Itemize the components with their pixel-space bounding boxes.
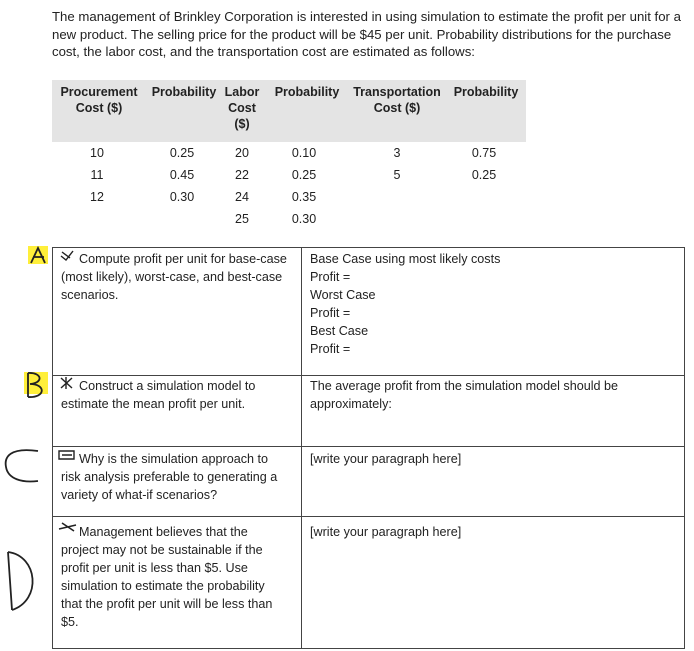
question-text: Compute profit per unit for base-case (most likely), worst-case, and best-case scenarios. xyxy=(61,252,287,302)
table-cell: 20 xyxy=(235,146,249,160)
row-divider xyxy=(53,516,684,517)
question-answer-grid xyxy=(52,247,685,649)
header-labor-cost: Labor Cost ($) xyxy=(224,85,260,131)
header-procurement-cost: Procurement Cost ($) xyxy=(60,85,138,115)
question-text: Management believes that the project may not be sustainable if the profit per unit is less than $5. Use simulation to estimate the probability that the profit per unit will be less than $5. xyxy=(61,525,273,629)
table-cell: 0.35 xyxy=(291,190,317,204)
scribble-mark xyxy=(58,449,76,461)
handwritten-a xyxy=(28,244,52,266)
table-cell: 0.10 xyxy=(291,146,317,160)
answer-line: [write your paragraph here] xyxy=(310,525,462,539)
cost-probability-table xyxy=(52,80,526,230)
answer-line: Profit = xyxy=(310,342,351,356)
answer-line: Profit = xyxy=(310,306,351,320)
question-c xyxy=(61,450,289,504)
table-cell: 0.75 xyxy=(471,146,497,160)
table-row xyxy=(52,142,526,164)
table-cell: 24 xyxy=(235,190,249,204)
answer-a[interactable] xyxy=(310,250,682,358)
answer-line: Worst Case xyxy=(310,288,376,302)
table-cell: 0.25 xyxy=(169,146,195,160)
table-cell: 10 xyxy=(90,146,104,160)
header-probability-3: Probability xyxy=(453,85,519,99)
table-cell: 25 xyxy=(235,212,249,226)
table-cell: 22 xyxy=(235,168,249,182)
question-d xyxy=(61,523,289,631)
handwritten-c xyxy=(2,445,42,487)
table-cell: 0.25 xyxy=(291,168,317,182)
table-cell: 0.45 xyxy=(169,168,195,182)
row-divider xyxy=(53,446,684,447)
table-row xyxy=(52,208,526,230)
problem-intro: The management of Brinkley Corporation is interested in using simulation to estimate the profit per unit for a new product. The selling price for the product will be $45 per unit. Probability distributions for the purchase cost, the labor cost, and the transportation cost are estimated as follows: xyxy=(52,9,681,59)
letter-a-stroke xyxy=(31,248,45,263)
row-divider xyxy=(53,375,684,376)
table-cell: 0.30 xyxy=(169,190,195,204)
letter-c-stroke xyxy=(6,450,38,481)
letter-b-stroke xyxy=(28,373,42,397)
answer-line: Best Case xyxy=(310,324,369,338)
column-divider xyxy=(301,248,302,648)
question-b xyxy=(61,377,289,413)
answer-line: Base Case using most likely costs xyxy=(310,252,501,266)
table-cell: 0.25 xyxy=(471,168,497,182)
answer-line: [write your paragraph here] xyxy=(310,452,462,466)
question-text: Construct a simulation model to estimate the mean profit per unit. xyxy=(61,379,256,411)
table-header xyxy=(52,80,526,142)
question-text: Why is the simulation approach to risk analysis preferable to generating a variety of what-if scenarios? xyxy=(61,452,278,502)
scribble-mark xyxy=(60,250,74,262)
table-cell: 12 xyxy=(90,190,104,204)
answer-d[interactable] xyxy=(310,523,682,541)
answer-b[interactable] xyxy=(310,377,682,413)
table-cell: 5 xyxy=(393,168,401,182)
header-probability-2: Probability xyxy=(274,85,340,99)
table-cell: 11 xyxy=(90,168,104,182)
header-transportation-cost: Transportation Cost ($) xyxy=(353,85,441,115)
table-cell: 0.30 xyxy=(291,212,317,226)
letter-d-stroke xyxy=(8,552,33,610)
handwritten-d xyxy=(2,548,42,614)
handwritten-b xyxy=(22,370,52,400)
answer-c[interactable] xyxy=(310,450,682,468)
question-a xyxy=(61,250,289,304)
header-probability-1: Probability xyxy=(151,85,217,99)
answer-line: Profit = xyxy=(310,270,351,284)
table-row xyxy=(52,164,526,186)
answer-line: The average profit from the simulation model should be approximately: xyxy=(310,379,619,411)
scribble-mark xyxy=(60,377,74,389)
table-row xyxy=(52,186,526,208)
scribble-mark xyxy=(58,521,78,533)
table-cell: 3 xyxy=(393,146,401,160)
